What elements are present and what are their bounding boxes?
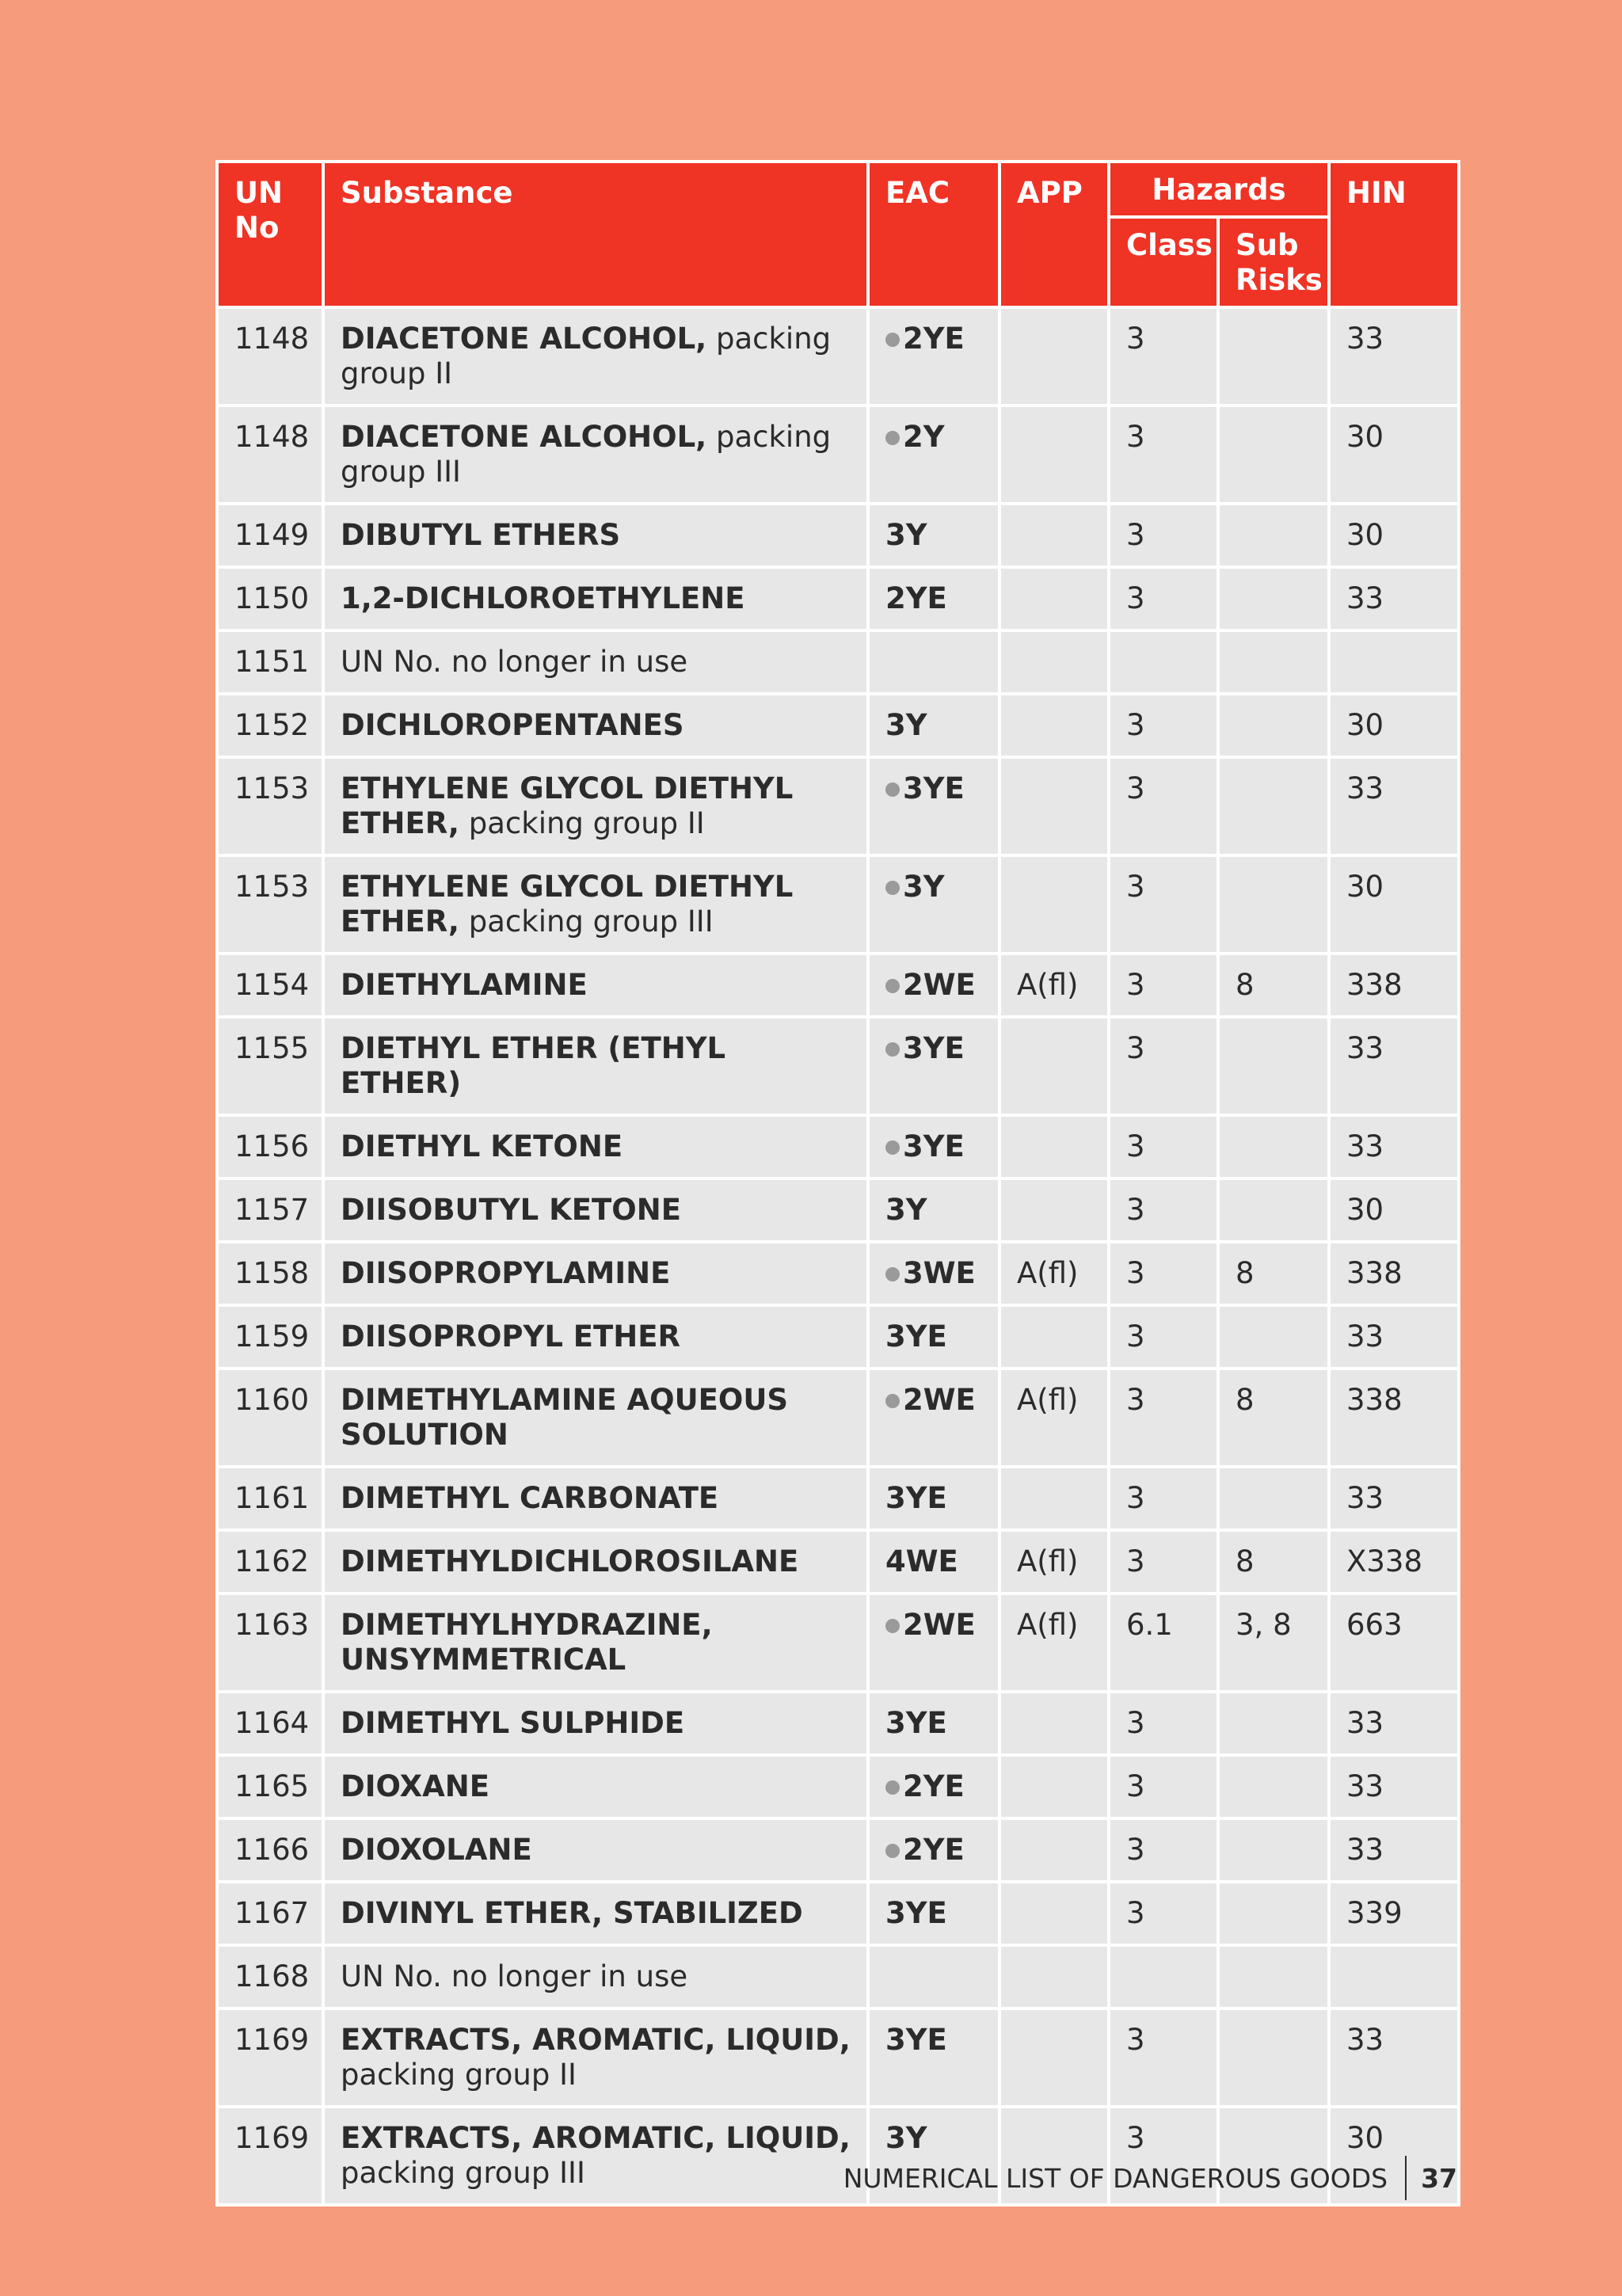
cell-substance <box>323 855 868 954</box>
eac-code: 3YE <box>903 1129 965 1163</box>
table-row <box>217 1882 1459 1945</box>
eac-code: 3YE <box>885 1481 947 1515</box>
cell-un-no: 1169 <box>217 2009 323 2107</box>
cell-hin: 33 <box>1329 1692 1459 1755</box>
cell-hin: 30 <box>1329 406 1459 504</box>
cell-app <box>999 2009 1109 2107</box>
footer-divider <box>1405 2156 1407 2200</box>
eac-code: 2YE <box>903 322 965 356</box>
table-header <box>217 162 1459 307</box>
cell-sub-risks <box>1218 504 1329 567</box>
table-row <box>217 694 1459 757</box>
eac-code: 3YE <box>885 1319 947 1354</box>
cell-sub-risks <box>1218 1017 1329 1115</box>
table-row <box>217 1115 1459 1178</box>
cell-un-no: 1160 <box>217 1369 323 1467</box>
cell-class: 3 <box>1109 855 1218 954</box>
substance-name: DIOXOLANE <box>341 1833 532 1867</box>
cell-class: 6.1 <box>1109 1593 1218 1692</box>
substance-name: DIBUTYL ETHERS <box>341 518 621 552</box>
marker-dot-icon <box>885 1267 900 1281</box>
cell-sub-risks <box>1218 855 1329 954</box>
eac-code: 3Y <box>885 1193 927 1227</box>
cell-un-no: 1168 <box>217 1945 323 2009</box>
cell-hin: 30 <box>1329 1178 1459 1242</box>
eac-code: 3YE <box>903 1031 965 1065</box>
cell-app <box>999 1467 1109 1530</box>
substance-qualifier: UN No. no longer in use <box>341 645 688 679</box>
cell-hin: 30 <box>1329 855 1459 954</box>
cell-sub-risks <box>1218 630 1329 694</box>
cell-un-no: 1156 <box>217 1115 323 1178</box>
table-row <box>217 1755 1459 1818</box>
table-row <box>217 1818 1459 1882</box>
cell-un-no: 1154 <box>217 954 323 1017</box>
table-row <box>217 1369 1459 1467</box>
cell-sub-risks: 8 <box>1218 1530 1329 1593</box>
cell-class: 3 <box>1109 1882 1218 1945</box>
cell-un-no: 1149 <box>217 504 323 567</box>
cell-hin: 33 <box>1329 1115 1459 1178</box>
substance-name: DIOXANE <box>341 1769 490 1803</box>
cell-class: 3 <box>1109 1305 1218 1369</box>
cell-class: 3 <box>1109 1242 1218 1305</box>
cell-substance <box>323 1369 868 1467</box>
cell-eac <box>868 567 999 630</box>
eac-code: 3Y <box>885 2121 927 2155</box>
substance-qualifier: packing group II <box>341 2058 577 2092</box>
table-row <box>217 567 1459 630</box>
cell-app <box>999 406 1109 504</box>
cell-substance <box>323 1178 868 1242</box>
eac-code: 2Y <box>903 420 945 454</box>
cell-class <box>1109 630 1218 694</box>
cell-hin: X338 <box>1329 1530 1459 1593</box>
cell-sub-risks <box>1218 307 1329 406</box>
substance-name: DICHLOROPENTANES <box>341 708 684 742</box>
cell-hin: 30 <box>1329 2107 1459 2205</box>
eac-code: 3YE <box>885 1706 947 1740</box>
cell-class: 3 <box>1109 2107 1218 2205</box>
cell-app <box>999 1017 1109 1115</box>
page-number: 37 <box>1421 2162 1457 2194</box>
substance-qualifier: packing group II <box>468 806 705 840</box>
cell-hin: 33 <box>1329 1467 1459 1530</box>
cell-class: 3 <box>1109 1017 1218 1115</box>
cell-class: 3 <box>1109 406 1218 504</box>
substance-name: DIVINYL ETHER, STABILIZED <box>341 1896 803 1930</box>
cell-un-no: 1169 <box>217 2107 323 2205</box>
cell-class: 3 <box>1109 757 1218 855</box>
table-row <box>217 1242 1459 1305</box>
cell-app <box>999 1818 1109 1882</box>
cell-app <box>999 1692 1109 1755</box>
cell-hin: 33 <box>1329 1305 1459 1369</box>
substance-name: DIMETHYLAMINE AQUEOUS SOLUTION <box>341 1383 789 1452</box>
cell-class: 3 <box>1109 954 1218 1017</box>
cell-eac <box>868 1369 999 1467</box>
cell-class: 3 <box>1109 1692 1218 1755</box>
marker-dot-icon <box>885 979 900 993</box>
cell-un-no: 1166 <box>217 1818 323 1882</box>
substance-name: DIACETONE ALCOHOL, <box>341 322 707 356</box>
cell-substance <box>323 1305 868 1369</box>
cell-un-no: 1151 <box>217 630 323 694</box>
cell-un-no: 1153 <box>217 855 323 954</box>
table-row <box>217 1692 1459 1755</box>
substance-name: DIETHYL ETHER (ETHYL ETHER) <box>341 1031 726 1100</box>
table-row <box>217 307 1459 406</box>
cell-hin: 30 <box>1329 694 1459 757</box>
table-row <box>217 1467 1459 1530</box>
eac-code: 2WE <box>903 1608 976 1642</box>
marker-dot-icon <box>885 1140 900 1155</box>
cell-hin: 338 <box>1329 954 1459 1017</box>
substance-name: DIISOPROPYLAMINE <box>341 1256 671 1290</box>
substance-name: EXTRACTS, AROMATIC, LIQUID, <box>341 2023 851 2057</box>
cell-eac <box>868 694 999 757</box>
cell-hin: 338 <box>1329 1369 1459 1467</box>
cell-un-no: 1159 <box>217 1305 323 1369</box>
cell-class: 3 <box>1109 1369 1218 1467</box>
cell-app <box>999 1178 1109 1242</box>
cell-substance <box>323 1593 868 1692</box>
cell-eac <box>868 1755 999 1818</box>
table-row <box>217 1593 1459 1692</box>
table-row <box>217 855 1459 954</box>
cell-class: 3 <box>1109 504 1218 567</box>
cell-eac <box>868 1593 999 1692</box>
cell-substance <box>323 694 868 757</box>
eac-code: 2WE <box>903 1383 976 1417</box>
footer-section-title: NUMERICAL LIST OF DANGEROUS GOODS <box>843 2162 1388 2194</box>
substance-qualifier: UN No. no longer in use <box>341 1959 688 1993</box>
cell-un-no: 1165 <box>217 1755 323 1818</box>
cell-eac <box>868 855 999 954</box>
substance-qualifier: packing group III <box>341 2156 585 2190</box>
cell-eac <box>868 1178 999 1242</box>
header-class: Class <box>1109 217 1218 307</box>
marker-dot-icon <box>885 431 900 445</box>
cell-hin: 339 <box>1329 1882 1459 1945</box>
cell-app <box>999 1945 1109 2009</box>
substance-name: DIISOPROPYL ETHER <box>341 1319 681 1354</box>
cell-substance <box>323 504 868 567</box>
cell-sub-risks <box>1218 1178 1329 1242</box>
cell-un-no: 1148 <box>217 307 323 406</box>
cell-sub-risks <box>1218 1305 1329 1369</box>
cell-app: A(fl) <box>999 1593 1109 1692</box>
cell-substance <box>323 307 868 406</box>
header-hin: HIN <box>1329 162 1459 307</box>
substance-name: DIETHYLAMINE <box>341 968 588 1002</box>
cell-eac <box>868 406 999 504</box>
substance-qualifier: packing group III <box>468 904 714 939</box>
cell-class: 3 <box>1109 1755 1218 1818</box>
dangerous-goods-table <box>215 160 1460 2207</box>
page-footer <box>843 2156 1457 2200</box>
cell-sub-risks <box>1218 694 1329 757</box>
cell-un-no: 1153 <box>217 757 323 855</box>
cell-eac <box>868 1692 999 1755</box>
cell-sub-risks: 3, 8 <box>1218 1593 1329 1692</box>
cell-class: 3 <box>1109 694 1218 757</box>
table-row <box>217 757 1459 855</box>
table-row <box>217 954 1459 1017</box>
cell-app <box>999 567 1109 630</box>
cell-app <box>999 504 1109 567</box>
cell-sub-risks <box>1218 2009 1329 2107</box>
cell-app <box>999 1115 1109 1178</box>
cell-hin: 33 <box>1329 567 1459 630</box>
header-hazards: Hazards <box>1109 162 1329 217</box>
cell-app <box>999 630 1109 694</box>
cell-hin: 338 <box>1329 1242 1459 1305</box>
eac-code: 4WE <box>885 1544 958 1578</box>
cell-substance <box>323 1467 868 1530</box>
cell-app <box>999 1882 1109 1945</box>
cell-sub-risks <box>1218 1755 1329 1818</box>
eac-code: 3WE <box>903 1256 976 1290</box>
cell-hin: 33 <box>1329 307 1459 406</box>
cell-hin: 33 <box>1329 1755 1459 1818</box>
cell-substance <box>323 1818 868 1882</box>
cell-substance <box>323 1755 868 1818</box>
cell-eac <box>868 757 999 855</box>
cell-eac <box>868 1305 999 1369</box>
eac-code: 3YE <box>885 2023 947 2057</box>
cell-app <box>999 1305 1109 1369</box>
cell-substance <box>323 567 868 630</box>
cell-class: 3 <box>1109 1467 1218 1530</box>
header-eac: EAC <box>868 162 999 307</box>
substance-name: 1,2-DICHLOROETHYLENE <box>341 581 745 615</box>
substance-name: DIMETHYL CARBONATE <box>341 1481 719 1515</box>
eac-code: 2YE <box>885 581 947 615</box>
cell-eac <box>868 1467 999 1530</box>
cell-un-no: 1155 <box>217 1017 323 1115</box>
eac-code: 3YE <box>885 1896 947 1930</box>
substance-name: DIISOBUTYL KETONE <box>341 1193 681 1227</box>
eac-code: 3Y <box>903 870 945 904</box>
cell-un-no: 1150 <box>217 567 323 630</box>
table-row <box>217 1530 1459 1593</box>
cell-un-no: 1163 <box>217 1593 323 1692</box>
cell-app: A(fl) <box>999 1530 1109 1593</box>
table-row <box>217 504 1459 567</box>
cell-hin: 33 <box>1329 1818 1459 1882</box>
cell-substance <box>323 1530 868 1593</box>
cell-app <box>999 307 1109 406</box>
cell-eac <box>868 1530 999 1593</box>
table-body <box>217 307 1459 2205</box>
cell-class: 3 <box>1109 307 1218 406</box>
substance-name: DIMETHYLHYDRAZINE, UNSYMMETRICAL <box>341 1608 713 1677</box>
cell-un-no: 1157 <box>217 1178 323 1242</box>
cell-un-no: 1167 <box>217 1882 323 1945</box>
cell-sub-risks <box>1218 1467 1329 1530</box>
substance-qualifier: packing group III <box>341 420 832 489</box>
eac-code: 2YE <box>903 1769 965 1803</box>
header-substance: Substance <box>323 162 868 307</box>
cell-substance <box>323 1945 868 2009</box>
cell-eac <box>868 1882 999 1945</box>
cell-un-no: 1164 <box>217 1692 323 1755</box>
cell-class: 3 <box>1109 1178 1218 1242</box>
header-app: APP <box>999 162 1109 307</box>
cell-hin <box>1329 630 1459 694</box>
cell-eac <box>868 630 999 694</box>
cell-hin: 663 <box>1329 1593 1459 1692</box>
cell-class <box>1109 1945 1218 2009</box>
table-row <box>217 630 1459 694</box>
cell-eac <box>868 307 999 406</box>
cell-eac <box>868 504 999 567</box>
cell-un-no: 1162 <box>217 1530 323 1593</box>
substance-name: ETHYLENE GLYCOL DIETHYL ETHER, <box>341 870 794 939</box>
cell-substance <box>323 1115 868 1178</box>
cell-sub-risks: 8 <box>1218 1369 1329 1467</box>
header-un-no: UN No <box>217 162 323 307</box>
cell-un-no: 1161 <box>217 1467 323 1530</box>
cell-class: 3 <box>1109 2009 1218 2107</box>
marker-dot-icon <box>885 1780 900 1795</box>
cell-sub-risks <box>1218 567 1329 630</box>
substance-name: ETHYLENE GLYCOL DIETHYL ETHER, <box>341 771 794 840</box>
cell-hin: 33 <box>1329 2009 1459 2107</box>
cell-eac <box>868 1818 999 1882</box>
cell-eac <box>868 1017 999 1115</box>
cell-substance <box>323 1882 868 1945</box>
cell-eac <box>868 1945 999 2009</box>
cell-class: 3 <box>1109 1530 1218 1593</box>
cell-app: A(fl) <box>999 1242 1109 1305</box>
header-sub-risks: Sub Risks <box>1218 217 1329 307</box>
cell-hin <box>1329 1945 1459 2009</box>
cell-sub-risks <box>1218 1692 1329 1755</box>
cell-app <box>999 757 1109 855</box>
substance-name: DIETHYL KETONE <box>341 1129 623 1163</box>
cell-app: A(fl) <box>999 954 1109 1017</box>
table-row <box>217 1945 1459 2009</box>
cell-sub-risks: 8 <box>1218 954 1329 1017</box>
marker-dot-icon <box>885 881 900 895</box>
marker-dot-icon <box>885 1394 900 1408</box>
cell-sub-risks <box>1218 1115 1329 1178</box>
cell-app: A(fl) <box>999 1369 1109 1467</box>
cell-substance <box>323 1017 868 1115</box>
cell-sub-risks <box>1218 1882 1329 1945</box>
cell-sub-risks <box>1218 757 1329 855</box>
marker-dot-icon <box>885 1844 900 1858</box>
eac-code: 3Y <box>885 518 927 552</box>
substance-qualifier: packing group II <box>341 322 832 390</box>
marker-dot-icon <box>885 1619 900 1633</box>
table-row <box>217 2009 1459 2107</box>
cell-eac <box>868 954 999 1017</box>
eac-code: 2YE <box>903 1833 965 1867</box>
cell-app <box>999 694 1109 757</box>
cell-substance <box>323 1692 868 1755</box>
cell-hin: 33 <box>1329 757 1459 855</box>
cell-sub-risks <box>1218 1945 1329 2009</box>
cell-substance <box>323 2107 868 2205</box>
cell-eac <box>868 2009 999 2107</box>
cell-substance <box>323 2009 868 2107</box>
cell-class: 3 <box>1109 1818 1218 1882</box>
marker-dot-icon <box>885 333 900 347</box>
eac-code: 2WE <box>903 968 976 1002</box>
cell-app <box>999 855 1109 954</box>
table-row <box>217 406 1459 504</box>
cell-un-no: 1158 <box>217 1242 323 1305</box>
table-row <box>217 1017 1459 1115</box>
cell-substance <box>323 954 868 1017</box>
eac-code: 3YE <box>903 771 965 805</box>
cell-substance <box>323 406 868 504</box>
marker-dot-icon <box>885 1042 900 1057</box>
substance-name: DIACETONE ALCOHOL, <box>341 420 707 454</box>
marker-dot-icon <box>885 782 900 797</box>
substance-name: DIMETHYL SULPHIDE <box>341 1706 685 1740</box>
cell-sub-risks <box>1218 406 1329 504</box>
table-row <box>217 1178 1459 1242</box>
cell-class: 3 <box>1109 1115 1218 1178</box>
cell-un-no: 1148 <box>217 406 323 504</box>
cell-eac <box>868 1242 999 1305</box>
eac-code: 3Y <box>885 708 927 742</box>
cell-hin: 33 <box>1329 1017 1459 1115</box>
cell-app <box>999 1755 1109 1818</box>
cell-substance <box>323 1242 868 1305</box>
cell-class: 3 <box>1109 567 1218 630</box>
cell-substance <box>323 630 868 694</box>
cell-hin: 30 <box>1329 504 1459 567</box>
substance-name: DIMETHYLDICHLOROSILANE <box>341 1544 799 1578</box>
cell-un-no: 1152 <box>217 694 323 757</box>
substance-name: EXTRACTS, AROMATIC, LIQUID, <box>341 2121 851 2155</box>
table-row <box>217 1305 1459 1369</box>
cell-substance <box>323 757 868 855</box>
cell-sub-risks <box>1218 1818 1329 1882</box>
cell-sub-risks: 8 <box>1218 1242 1329 1305</box>
cell-eac <box>868 1115 999 1178</box>
